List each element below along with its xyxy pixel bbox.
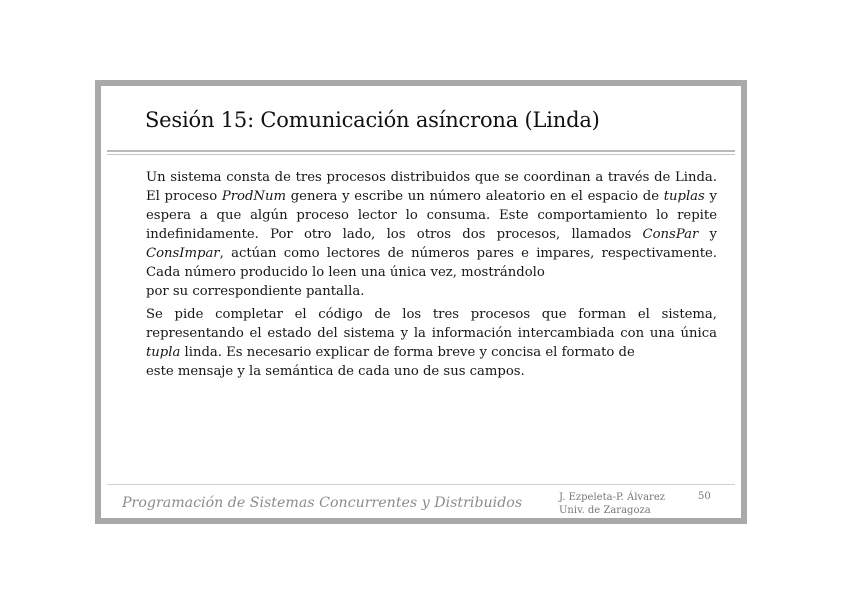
p1-text-3: y espera a que algún proceso lector lo consuma. Este comportamiento lo repite indefinidamente. Por otro lado, los otros dos procesos, llamados xyxy=(146,189,717,242)
p2-text-2: linda. Es necesario explicar de forma breve y concisa el formato de xyxy=(180,345,635,360)
p1-text-2: genera y escribe un número aleatorio en el espacio de xyxy=(285,189,664,204)
p1-term-consimpar: ConsImpar xyxy=(146,246,220,261)
p2-term-tupla: tupla xyxy=(146,345,181,360)
paragraph-1 xyxy=(146,168,717,301)
footer-course-title: Programación de Sistemas Concurrentes y Distribuidos xyxy=(122,495,523,511)
p1-text-4: y xyxy=(698,227,717,242)
footer-divider xyxy=(107,484,735,485)
p2-text-3: este mensaje y la semántica de cada uno de sus campos. xyxy=(146,364,525,379)
paragraph-2 xyxy=(146,305,717,381)
p1-text-6: por su correspondiente pantalla. xyxy=(146,284,365,299)
p1-term-conspar: ConsPar xyxy=(642,227,699,242)
p1-term-prodnum: ProdNum xyxy=(221,189,286,204)
p1-term-tuplas: tuplas xyxy=(663,189,705,204)
footer-author-names: J. Ezpeleta-P. Álvarez xyxy=(559,492,666,503)
footer-university: Univ. de Zaragoza xyxy=(559,505,651,516)
slide xyxy=(95,80,747,524)
title-divider-thin xyxy=(107,154,735,155)
page-number: 50 xyxy=(698,491,711,502)
p1-text-1: Un sistema consta de tres procesos distribuidos que se coordinan a través de Linda. El proceso xyxy=(146,170,717,204)
slide-body xyxy=(146,168,717,385)
p2-text-1: Se pide completar el código de los tres procesos que forman el sistema, representando el estado del sistema y la información intercambiada con una única xyxy=(146,307,717,341)
title-divider xyxy=(107,150,735,152)
p1-text-5: , actúan como lectores de números pares e impares, respectivamente. Cada número producido lo leen una única vez, mostrándolo xyxy=(146,246,717,280)
footer-authors xyxy=(559,491,665,517)
slide-title: Sesión 15: Comunicación asíncrona (Linda) xyxy=(145,108,600,132)
